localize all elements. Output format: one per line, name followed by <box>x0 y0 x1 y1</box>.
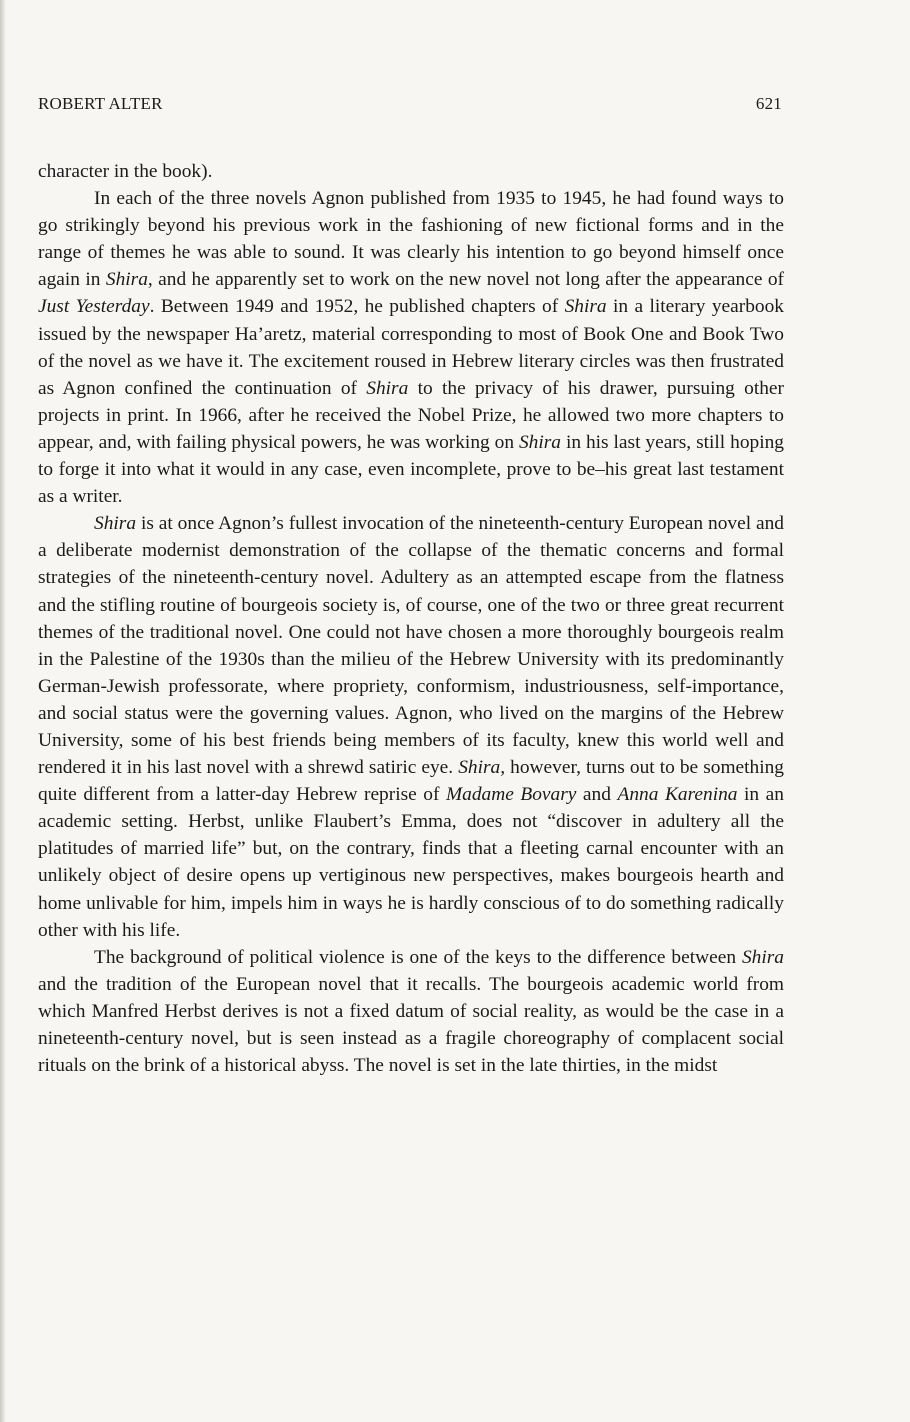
running-head-author: ROBERT ALTER <box>38 94 163 113</box>
book-title: Shira <box>518 431 562 453</box>
paragraph-2-text: in an academic setting. Herbst, unlike Flaubert’s Emma, does not “discover in adultery all the platitudes of married life” but, on the contrary, finds that a fleeting carnal encounter with an unlikely object of desire opens up vertiginous new perspectives, makes bourgeois hearth and home unlivable for him, impels him in ways he is hardly conscious of to do something radically other with his life. <box>38 784 784 941</box>
paragraph-1 <box>38 185 784 510</box>
book-title: Shira <box>741 946 784 968</box>
paragraph-3 <box>38 944 784 1079</box>
book-title: Shira <box>94 513 137 535</box>
paragraph-1-text: In each of the three novels Agnon published from 1935 to 1945, he had found ways to go strikingly beyond his previous work in the fashioning of new fictional forms and in the range of themes he was able to sound. It was clearly his intention to go beyond himself once again in <box>38 188 784 291</box>
paragraph-2-text: is at once Agnon’s fullest invocation of the nineteenth-century European novel and a deliberate modernist demonstration of the collapse of the thematic concerns and formal strategies of the nineteenth-century novel. Adultery as an attempted escape from the flatness and the stifling routine of bourgeois society is, of course, one of the two or three great recurrent themes of the traditional novel. One could not have chosen a more thoroughly bourgeois realm in the Palestine of the 1930s than the milieu of the Hebrew University with its predominantly German-Jewish professorate, where propriety, conformism, industriousness, self-importance, and social status were the governing values. Agnon, who lived on the margins of the Hebrew University, some of his best friends being members of its faculty, knew this world well and rendered it in his last novel with a shrewd satiric eye. <box>38 513 784 779</box>
book-title: Madame Bovary <box>446 784 577 806</box>
page-edge-shadow <box>0 0 6 1422</box>
book-title: Shira <box>105 269 148 291</box>
paragraph-1-text: , and he apparently set to work on the new novel not long after the appearance of <box>147 269 784 291</box>
paragraph-1-text: in his last years, still hoping to forge it into what it would in any case, even incomplete, prove to be–his great last testament as a writer. <box>38 431 784 508</box>
running-head <box>38 94 782 114</box>
page-number: 621 <box>755 94 782 113</box>
book-title: Anna Karenina <box>617 784 738 806</box>
paragraph-3-text: The background of political violence is one of the keys to the difference between <box>94 946 742 968</box>
paragraph-3-text: and the tradition of the European novel that it recalls. The bourgeois academic world from which Manfred Herbst derives is not a fixed datum of social reality, as would be the case in a nineteenth-century novel, but is seen instead as a fragile choreography of complacent social rituals on the brink of a historical abyss. The novel is set in the late thirties, in the midst <box>38 973 784 1077</box>
paragraph-0 <box>38 158 784 185</box>
paragraph-0-text: character in the book). <box>38 161 213 182</box>
paragraph-2-text: and <box>576 784 618 806</box>
paragraph-2 <box>38 510 784 944</box>
paragraph-1-text: . Between 1949 and 1952, he published chapters of <box>149 296 565 318</box>
body-text <box>38 158 784 1079</box>
paragraph-2-text: however, turns out to be something quite different from a latter-day Hebrew reprise of <box>38 757 785 806</box>
book-title: Shira, <box>458 757 506 779</box>
book-title: Shira <box>366 377 409 399</box>
book-title: Shira <box>564 296 607 318</box>
book-title: Just Yesterday <box>38 296 150 318</box>
paragraph-1-text: to the privacy of his drawer, pursuing other projects in print. In 1966, after he received the Nobel Prize, he allowed two more chapters to appear, and, with failing physical powers, he was working on <box>38 377 784 453</box>
paragraph-1-text: in a literary yearbook issued by the newspaper Ha’aretz, material corresponding to most of Book One and Book Two of the novel as we have it. The excitement roused in Hebrew literary circles was then frustrated as Agnon confined the continuation of <box>38 296 784 399</box>
